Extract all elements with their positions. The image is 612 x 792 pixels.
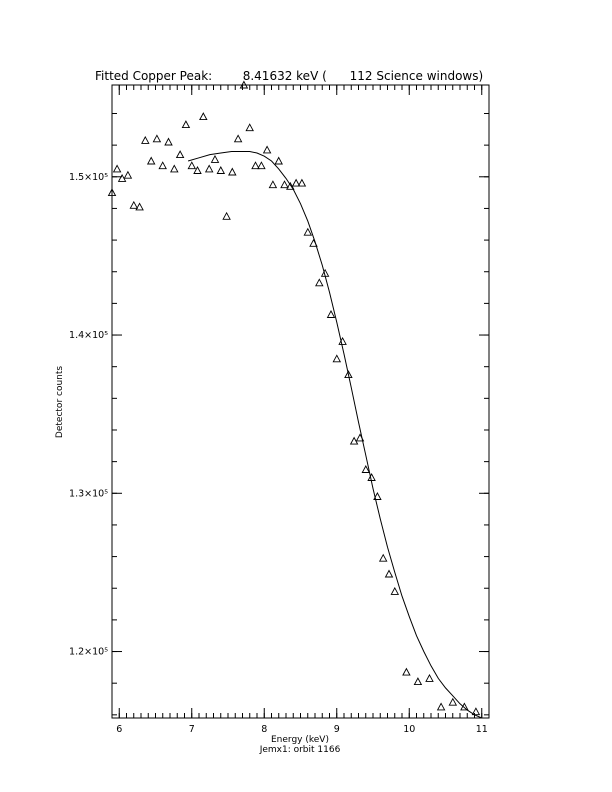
data-point-triangle xyxy=(223,213,230,220)
major-ticks xyxy=(112,85,489,718)
data-series xyxy=(109,82,482,719)
data-point-triangle xyxy=(449,699,456,706)
data-point-triangle xyxy=(159,162,166,169)
data-point-triangle xyxy=(391,588,398,595)
x-tick-label: 6 xyxy=(116,724,123,735)
data-point-triangle xyxy=(165,139,172,146)
data-point-triangle xyxy=(438,703,445,710)
data-point-triangle xyxy=(304,229,311,236)
data-point-triangle xyxy=(264,146,271,153)
y-tick-label: 1.4×10⁵ xyxy=(69,330,108,342)
data-point-triangle xyxy=(212,156,219,163)
data-point-triangle xyxy=(235,135,242,142)
data-point-triangle xyxy=(148,158,155,165)
y-tick-labels xyxy=(69,172,108,658)
data-point-triangle xyxy=(269,181,276,188)
data-point-triangle xyxy=(114,165,121,172)
data-point-triangle xyxy=(229,169,236,176)
data-point-triangle xyxy=(426,675,433,682)
data-point-triangle xyxy=(217,167,224,174)
data-point-triangle xyxy=(142,137,149,144)
data-point-triangle xyxy=(153,135,160,142)
data-point-triangle xyxy=(275,158,282,165)
minor-ticks xyxy=(112,85,489,718)
data-point-triangle xyxy=(281,181,288,188)
data-point-triangle xyxy=(206,165,213,172)
data-point-triangle xyxy=(380,555,387,562)
data-point-triangle xyxy=(136,203,143,210)
data-point-triangle xyxy=(130,202,137,209)
data-point-triangle xyxy=(461,703,468,710)
chart-subcaption: Jemx1: orbit 1166 xyxy=(259,745,341,755)
data-point-triangle xyxy=(316,279,323,286)
data-point-triangle xyxy=(124,172,131,179)
data-point-triangle xyxy=(246,124,253,131)
data-point-triangle xyxy=(386,571,393,578)
data-point-triangle xyxy=(188,162,195,169)
data-point-triangle xyxy=(414,678,421,685)
y-tick-label: 1.2×10⁵ xyxy=(69,646,108,658)
plot-frame xyxy=(112,85,489,718)
data-point-triangle xyxy=(368,474,375,481)
data-point-triangle xyxy=(182,121,189,128)
x-axis-label: Energy (keV) xyxy=(271,735,329,745)
y-tick-label: 1.3×10⁵ xyxy=(69,488,108,500)
x-tick-label: 11 xyxy=(475,724,488,735)
x-tick-label: 8 xyxy=(261,724,268,735)
x-tick-label: 9 xyxy=(333,724,340,735)
data-point-triangle xyxy=(328,311,335,318)
fit-curve xyxy=(188,152,482,719)
data-point-triangle xyxy=(403,669,410,676)
data-point-triangle xyxy=(171,165,178,172)
data-point-triangle xyxy=(200,113,207,120)
y-tick-label: 1.5×10⁵ xyxy=(69,171,108,183)
x-tick-labels xyxy=(116,724,488,735)
chart-title: Fitted Copper Peak: 8.41632 keV ( 112 Science windows) xyxy=(95,69,484,83)
y-axis-label: Detector counts xyxy=(55,365,65,439)
x-tick-label: 10 xyxy=(403,724,416,735)
data-point-triangle xyxy=(333,355,340,362)
x-tick-label: 7 xyxy=(188,724,195,735)
data-point-triangle xyxy=(177,151,184,158)
